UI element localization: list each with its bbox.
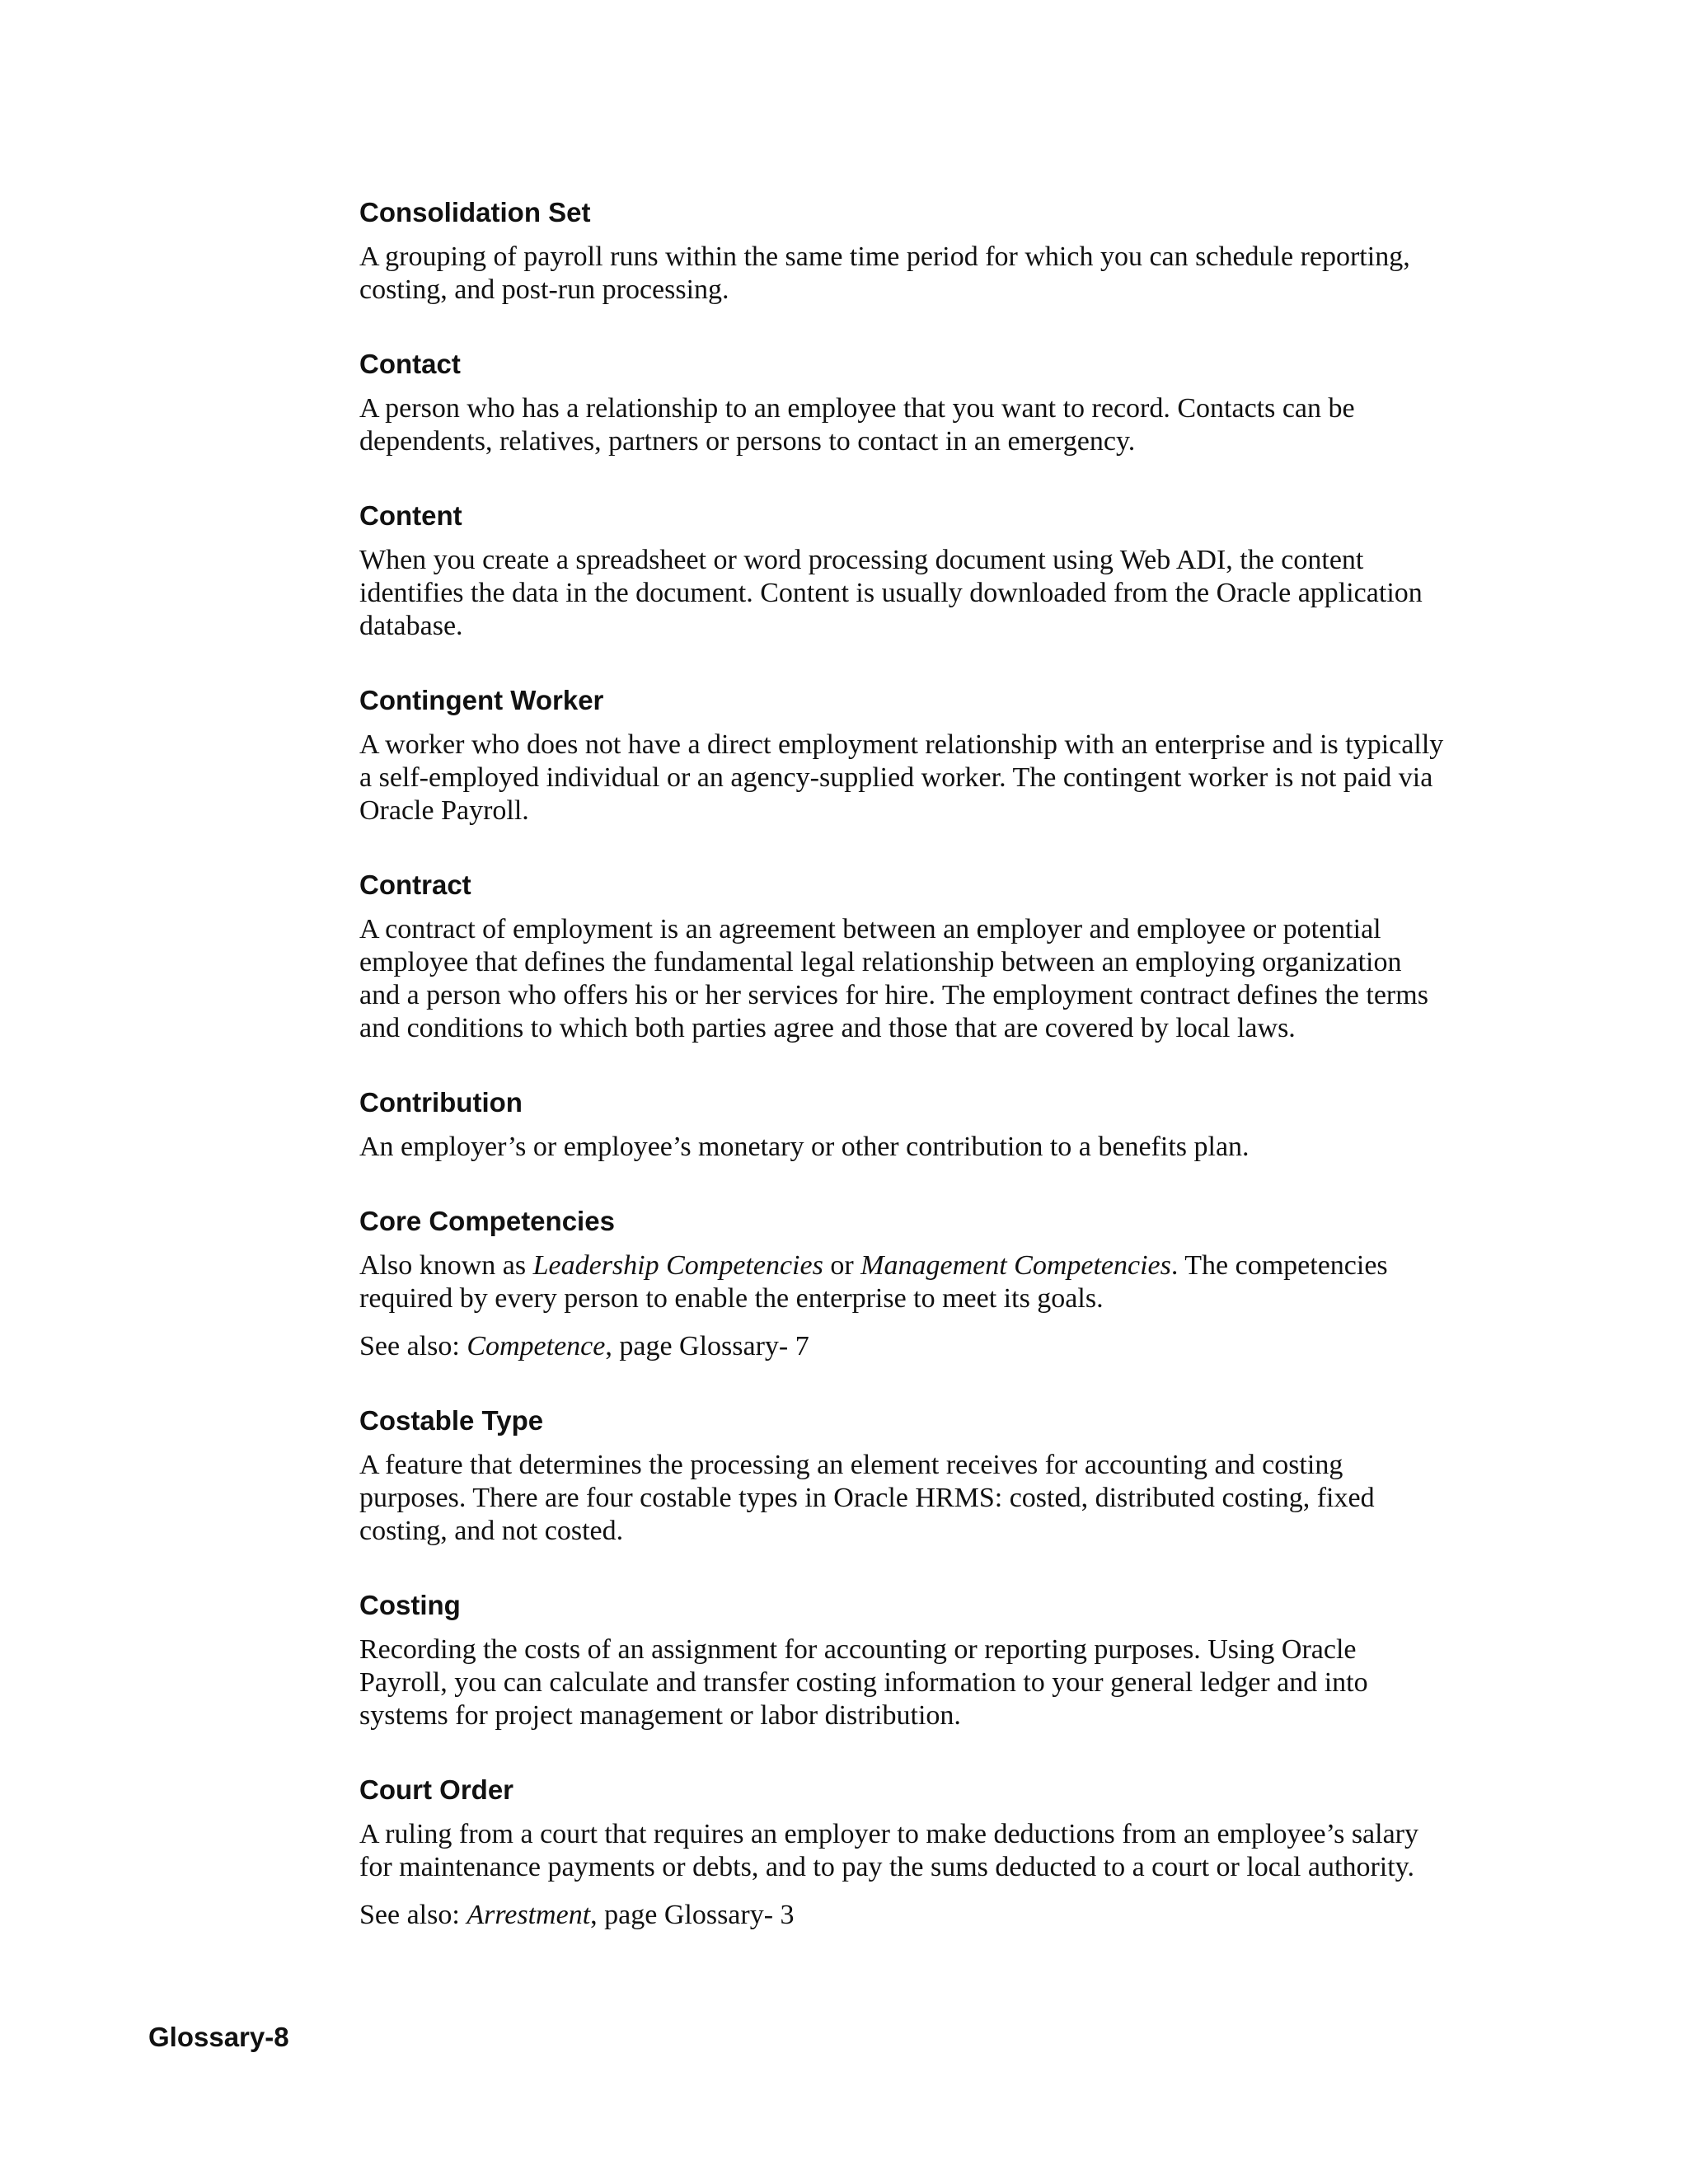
glossary-definition: A person who has a relationship to an employee that you want to record. Contacts can be dependents, relatives, partners or persons to contact in an emergency. [359,393,1355,457]
glossary-entry-contract [359,869,1447,1045]
glossary-entry-contingent-worker [359,684,1447,827]
glossary-term: Court Order [359,1774,514,1805]
see-also-link[interactable]: Competence [467,1331,606,1361]
glossary-term: Contract [359,869,471,900]
glossary-entry-costing [359,1589,1447,1732]
glossary-entry-costable-type [359,1404,1447,1548]
see-also [359,1330,1447,1363]
definition-text: Also known as [359,1250,533,1281]
see-also-label: See also: [359,1331,467,1361]
glossary-entry-contact [359,348,1447,458]
glossary-term: Content [359,500,462,531]
glossary-content [359,196,1447,1932]
see-also-label: See also: [359,1900,467,1930]
glossary-definition: A feature that determines the processing an element receives for accounting and costing purposes. There are four costable types in Oracle HRMS: costed, distributed costing, fixed costing, and not costed. [359,1450,1375,1546]
glossary-term: Contingent Worker [359,685,604,715]
see-also-page: , page Glossary- 3 [590,1900,795,1930]
definition-text: or [823,1250,861,1281]
glossary-entry-content [359,499,1447,643]
glossary-definition: A contract of employment is an agreement between an employer and employee or potential employee that defines the fundamental legal relationship between an employing organization and a person who offers his or her services for hire. The employment contract defines the terms and conditions to which both parties agree and those that are covered by local laws. [359,914,1428,1043]
see-also-link[interactable]: Arrestment [467,1900,591,1930]
page-number: Glossary-8 [148,2022,289,2052]
glossary-entry-contribution [359,1086,1447,1164]
glossary-term: Consolidation Set [359,197,591,227]
glossary-definition: A ruling from a court that requires an employer to make deductions from an employee’s salary for maintenance payments or debts, and to pay the sums deducted to a court or local authority. [359,1819,1418,1882]
glossary-entry-core-competencies [359,1205,1447,1363]
see-also [359,1899,1447,1932]
glossary-definition: When you create a spreadsheet or word processing document using Web ADI, the content identifies the data in the document. Content is usually downloaded from the Oracle application database. [359,545,1423,641]
glossary-entry-consolidation-set [359,196,1447,307]
glossary-definition: An employer’s or employee’s monetary or other contribution to a benefits plan. [359,1132,1250,1162]
glossary-definition: A grouping of payroll runs within the same time period for which you can schedule reporting, costing, and post-run processing. [359,241,1410,305]
glossary-definition [359,1249,1447,1315]
glossary-term: Costable Type [359,1405,544,1436]
glossary-term: Costing [359,1590,461,1620]
see-also-page: , page Glossary- 7 [605,1331,809,1361]
alias-term: Management Competencies [860,1250,1171,1281]
glossary-term: Contribution [359,1087,523,1118]
glossary-term: Contact [359,349,461,379]
alias-term: Leadership Competencies [532,1250,823,1281]
definition-text: . The competencies required by every person to enable the enterprise to meet its goals. [359,1250,1388,1314]
glossary-term: Core Competencies [359,1206,615,1236]
glossary-definition: A worker who does not have a direct employment relationship with an enterprise and is typically a self-employed individual or an agency-supplied worker. The contingent worker is not paid via Oracle Payroll. [359,729,1444,826]
glossary-entry-court-order [359,1774,1447,1932]
glossary-definition: Recording the costs of an assignment for accounting or reporting purposes. Using Oracle Payroll, you can calculate and transfer costing information to your general ledger and into systems for project management or labor distribution. [359,1634,1368,1731]
